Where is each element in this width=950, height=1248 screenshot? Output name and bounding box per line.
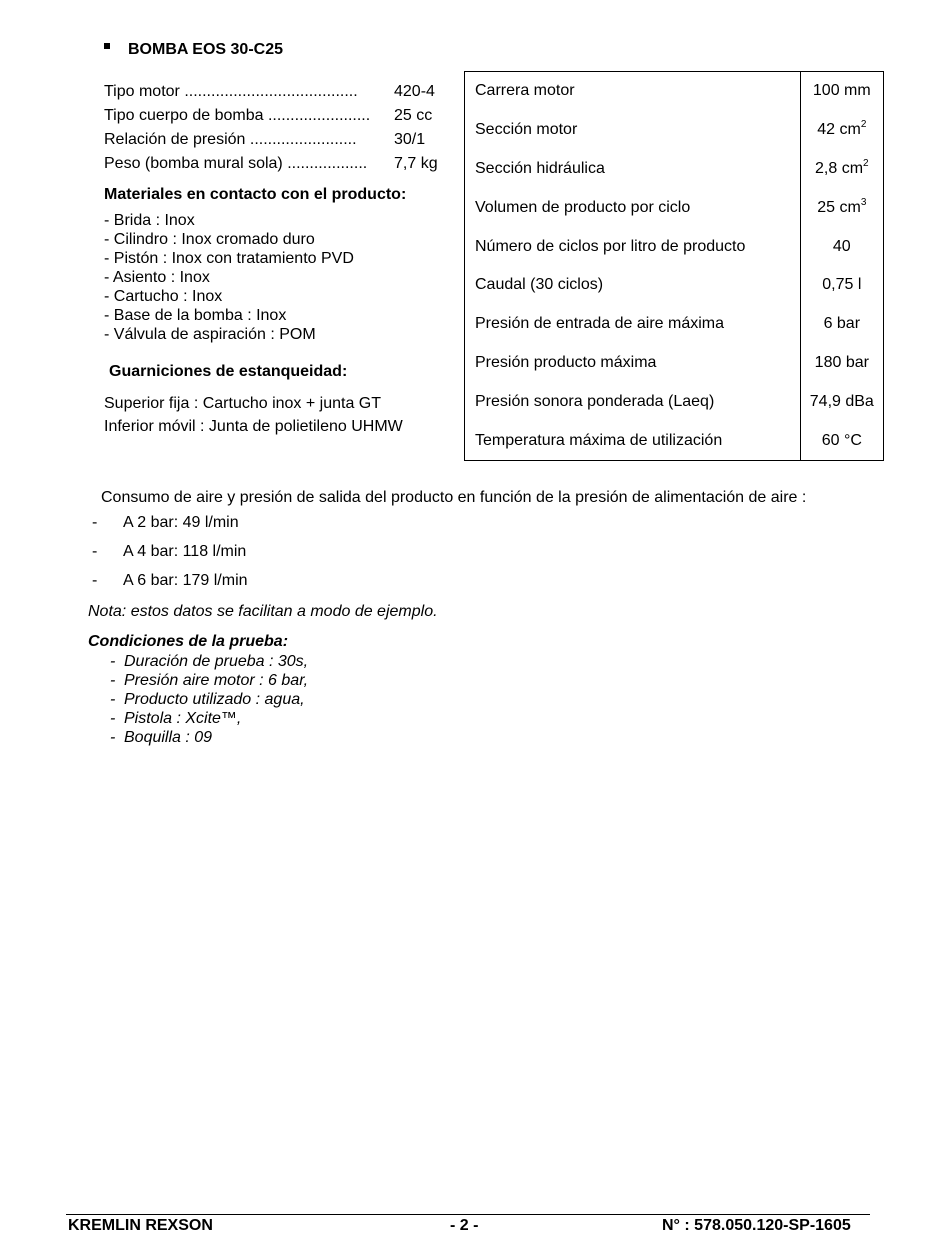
param-name: Carrera motor <box>475 82 575 100</box>
spec-row <box>104 128 449 152</box>
list-item: - Presión aire motor : 6 bar, <box>110 672 309 689</box>
materials-list <box>104 211 354 344</box>
page-number: - 2 - <box>450 1217 479 1234</box>
spec-row <box>104 152 449 176</box>
spec-label: Relación de presión ........................ <box>104 131 357 148</box>
list-item-text: A 2 bar: 49 l/min <box>123 514 239 531</box>
spec-label: Peso (bomba mural sola) .................. <box>104 155 368 172</box>
list-item: - Pistola : Xcite™, <box>110 710 242 727</box>
param-name: Volumen de producto por ciclo <box>475 198 691 216</box>
param-name: Temperatura máxima de utilización <box>475 431 723 449</box>
list-item-text: Presión aire motor : 6 bar, <box>124 672 309 689</box>
list-item-text: A 4 bar: 118 l/min <box>123 543 247 560</box>
list-item: - Producto utilizado : agua, <box>110 691 305 708</box>
list-item: Superior fija : Cartucho inox + junta GT <box>104 395 382 412</box>
list-item-text: Duración de prueba : 30s, <box>124 653 309 670</box>
list-item: - Brida : Inox <box>104 212 195 229</box>
conditions-list <box>110 652 308 747</box>
table-row <box>465 150 884 189</box>
table-row <box>465 421 884 460</box>
table-row <box>465 305 884 344</box>
table-row <box>465 266 884 305</box>
list-item: - Base de la bomba : Inox <box>104 307 287 324</box>
note-text: Nota: estos datos se facilitan a modo de ejemplo. <box>88 603 438 620</box>
param-value: 2,8 $cm^2$ <box>800 150 883 189</box>
param-name: Presión sonora ponderada (Laeq) <box>475 392 715 410</box>
materials-title: Materiales en contacto con el producto: <box>104 186 407 203</box>
table-row <box>465 227 884 266</box>
param-name: Sección hidráulica <box>475 159 605 177</box>
spec-value: 7,7 kg <box>394 155 438 172</box>
param-value: 40 <box>800 227 883 266</box>
table-row <box>465 344 884 383</box>
list-item: - Pistón : Inox con tratamiento PVD <box>104 250 354 267</box>
list-item-text: Pistola : Xcite™, <box>124 710 242 727</box>
list-item-text: A 6 bar: 179 l/min <box>123 572 248 589</box>
spec-row <box>104 104 449 128</box>
footer-company: KREMLIN REXSON <box>68 1217 213 1234</box>
spec-label: Tipo cuerpo de bomba ....................... <box>104 107 371 124</box>
list-item: Inferior móvil : Junta de polietileno UHMW <box>104 418 403 435</box>
spec-value: 25 cc <box>394 107 433 124</box>
table-row <box>465 111 884 150</box>
heading-text: BOMBA EOS 30-C25 <box>128 41 283 58</box>
seals-title: Guarniciones de estanqueidad: <box>109 363 348 380</box>
param-value: 6 bar <box>800 305 883 344</box>
list-item-text: Producto utilizado : agua, <box>124 691 305 708</box>
table-row <box>465 188 884 227</box>
list-item: - Cilindro : Inox cromado duro <box>104 231 315 248</box>
param-value: 74,9 dBa <box>800 382 883 421</box>
param-name: Número de ciclos por litro de producto <box>475 237 746 255</box>
param-value: 42 $cm^2$ <box>800 111 883 150</box>
spec-row <box>104 80 449 104</box>
table-row <box>465 382 884 421</box>
spec-value: 30/1 <box>394 131 426 148</box>
footer-divider <box>66 1214 870 1215</box>
param-name: Presión producto máxima <box>475 353 657 371</box>
param-name: Presión de entrada de aire máxima <box>475 315 725 333</box>
list-item: - Boquilla : 09 <box>110 729 213 746</box>
list-item: - Duración de prueba : 30s, <box>110 653 309 670</box>
spec-list <box>104 80 449 176</box>
param-value: 100 mm <box>800 72 883 111</box>
air-consumption-intro: Consumo de aire y presión de salida del producto en función de la presión de alimentación de aire : <box>101 489 807 506</box>
param-value: 180 bar <box>800 344 883 383</box>
bullet-icon <box>104 43 110 49</box>
list-item-text: Boquilla : 09 <box>124 729 213 746</box>
conditions-title: Condiciones de la prueba: <box>88 633 289 650</box>
spec-value: 420-4 <box>394 83 435 100</box>
list-item: - Válvula de aspiración : POM <box>104 326 316 343</box>
seals-list <box>104 392 403 438</box>
section-heading <box>104 41 283 59</box>
spec-label: Tipo motor ....................................... <box>104 83 358 100</box>
param-name: Caudal (30 ciclos) <box>475 276 604 294</box>
table-row <box>465 72 884 111</box>
list-item: - Asiento : Inox <box>104 269 210 286</box>
parameters-table <box>464 71 884 461</box>
param-name: Sección motor <box>475 121 578 139</box>
param-value: 0,75 l <box>800 266 883 305</box>
param-value: 25 $cm^3$ <box>800 188 883 227</box>
param-value: 60 °C <box>800 421 883 460</box>
document-number: N° : 578.050.120-SP-1605 <box>662 1217 851 1234</box>
list-item: - Cartucho : Inox <box>104 288 223 305</box>
